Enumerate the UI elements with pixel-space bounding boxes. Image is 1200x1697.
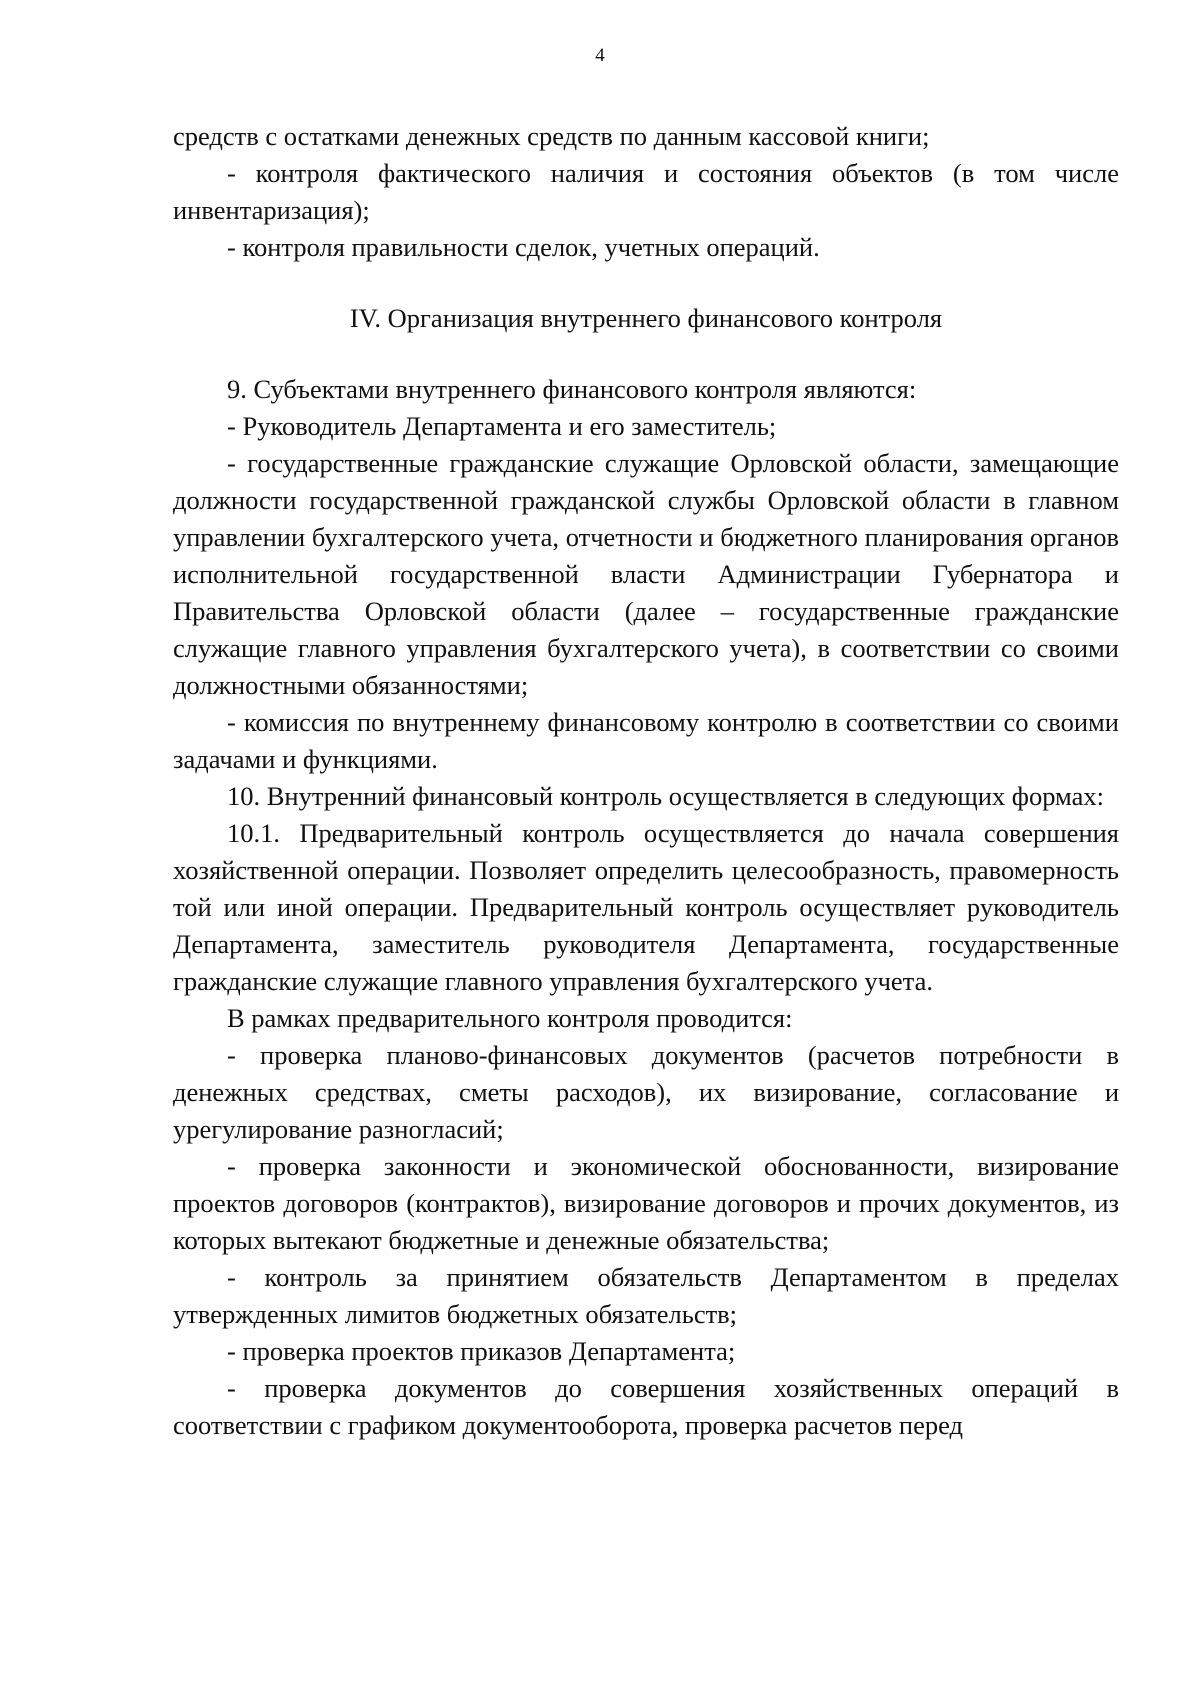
list-item: - комиссия по внутреннему финансовому контролю в соответствии со своими задачами и функциями. <box>173 707 1119 774</box>
list-item: - государственные гражданские служащие Орловской области, замещающие должности государственной гражданской службы Орловской области в главном управлении бухгалтерского учета, отчетности и бюджетного планирования органов исполнительной государственной власти Администрации Губернатора и Правительства Орловской области (далее – государственные гражданские служащие главного управления бухгалтерского учета), в соответствии со своими должностными обязанностями; <box>173 448 1119 700</box>
paragraph-clause-10: 10. Внутренний финансовый контроль осуществляется в следующих формах: <box>227 781 1105 811</box>
list-item: - проверка законности и экономической обоснованности, визирование проектов договоров (контрактов), визирование договоров и прочих документов, из которых вытекают бюджетные и денежные обязательства; <box>173 1151 1119 1255</box>
paragraph-clause-10-1: 10.1. Предварительный контроль осуществляется до начала совершения хозяйственной операции. Позволяет определить целесообразность, правомерность той или иной операции. Предварительный контроль осуществляет руководитель Департамента, заместитель руководителя Департамента, государственные гражданские служащие главного управления бухгалтерского учета. <box>173 818 1119 996</box>
paragraph-clause-9: 9. Субъектами внутреннего финансового контроля являются: <box>227 374 917 404</box>
document-body <box>173 118 1119 1444</box>
list-item: - контроля правильности сделок, учетных операций. <box>227 232 820 262</box>
continuation-paragraph: средств с остатками денежных средств по данным кассовой книги; <box>173 121 930 151</box>
list-item: - проверка проектов приказов Департамента; <box>227 1336 736 1366</box>
list-item: - контроль за принятием обязательств Департаментом в пределах утвержденных лимитов бюджетных обязательств; <box>173 1262 1119 1329</box>
list-item: - проверка документов до совершения хозяйственных операций в соответствии с графиком документооборота, проверка расчетов перед <box>173 1373 1119 1440</box>
section-heading: IV. Организация внутреннего финансового контроля <box>349 303 943 333</box>
list-item: - Руководитель Департамента и его заместитель; <box>227 411 777 441</box>
list-item: - проверка планово-финансовых документов (расчетов потребности в денежных средствах, сметы расходов), их визирование, согласование и урегулирование разногласий; <box>173 1040 1119 1144</box>
paragraph: В рамках предварительного контроля проводится: <box>227 1003 793 1033</box>
list-item: - контроля фактического наличия и состояния объектов (в том числе инвентаризация); <box>173 158 1119 225</box>
page-number: 4 <box>595 45 605 66</box>
